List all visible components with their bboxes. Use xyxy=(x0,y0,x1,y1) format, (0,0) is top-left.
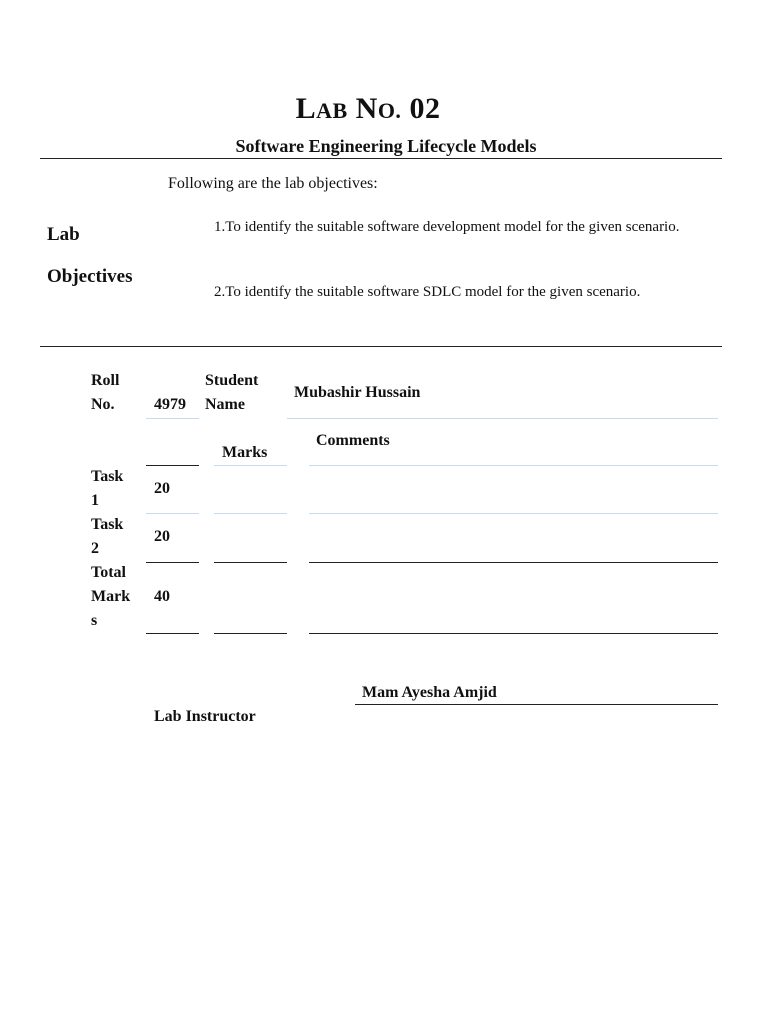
title-lab-initial: L xyxy=(295,92,317,125)
comments-header: Comments xyxy=(316,432,390,449)
header-underline-marks xyxy=(214,465,287,466)
task2-label-line1: Task xyxy=(91,516,124,533)
roll-label-line2: No. xyxy=(91,396,115,413)
student-name-underline xyxy=(287,418,718,419)
student-name-label-line2: Name xyxy=(205,396,245,413)
objectives-label-line1: Lab xyxy=(47,224,80,245)
task2-underline-marks xyxy=(214,562,287,563)
roll-number-value: 4979 xyxy=(154,396,186,413)
task1-underline-col1 xyxy=(146,513,199,514)
marks-header: Marks xyxy=(222,444,268,461)
header-divider xyxy=(40,158,722,159)
task1-underline-comments xyxy=(309,513,718,514)
header-underline-comments xyxy=(309,465,718,466)
roll-underline xyxy=(146,418,199,419)
task2-underline-comments xyxy=(309,562,718,563)
student-name-value: Mubashir Hussain xyxy=(294,384,421,401)
page-title xyxy=(0,92,736,126)
instructor-signature-line xyxy=(355,704,718,705)
task2-marks-value: 20 xyxy=(154,528,170,545)
task1-label-line2: 1 xyxy=(91,492,99,509)
total-underline-marks xyxy=(214,633,287,634)
total-label-line1: Total xyxy=(91,564,126,581)
total-marks-value: 40 xyxy=(154,588,170,605)
title-lab-number: 02 xyxy=(409,92,441,125)
student-name-label-line1: Student xyxy=(205,372,259,389)
header-underline-col1 xyxy=(146,465,199,466)
instructor-name: Mam Ayesha Amjid xyxy=(362,684,497,701)
objective-item-2: 2.To identify the suitable software SDLC model for the given scenario. xyxy=(214,284,641,300)
title-lab-rest: AB xyxy=(316,98,348,123)
total-label-line3: s xyxy=(91,612,98,629)
instructor-label: Lab Instructor xyxy=(154,708,256,725)
objectives-divider xyxy=(40,346,722,347)
title-no-initial: N xyxy=(355,92,378,125)
objectives-label-line2: Objectives xyxy=(47,266,133,287)
objectives-intro: Following are the lab objectives: xyxy=(168,175,378,192)
task1-marks-value: 20 xyxy=(154,480,170,497)
title-no-rest: O. xyxy=(377,98,402,123)
total-underline-comments xyxy=(309,633,718,634)
objective-item-1: 1.To identify the suitable software development model for the given scenario. xyxy=(214,219,680,235)
total-label-line2: Mark xyxy=(91,588,131,605)
task2-label-line2: 2 xyxy=(91,540,99,557)
task1-underline-marks xyxy=(214,513,287,514)
roll-label-line1: Roll xyxy=(91,372,120,389)
task1-label-line1: Task xyxy=(91,468,124,485)
task2-underline-col1 xyxy=(146,562,199,563)
page-subtitle: Software Engineering Lifecycle Models xyxy=(235,136,537,156)
total-underline-col1 xyxy=(146,633,199,634)
